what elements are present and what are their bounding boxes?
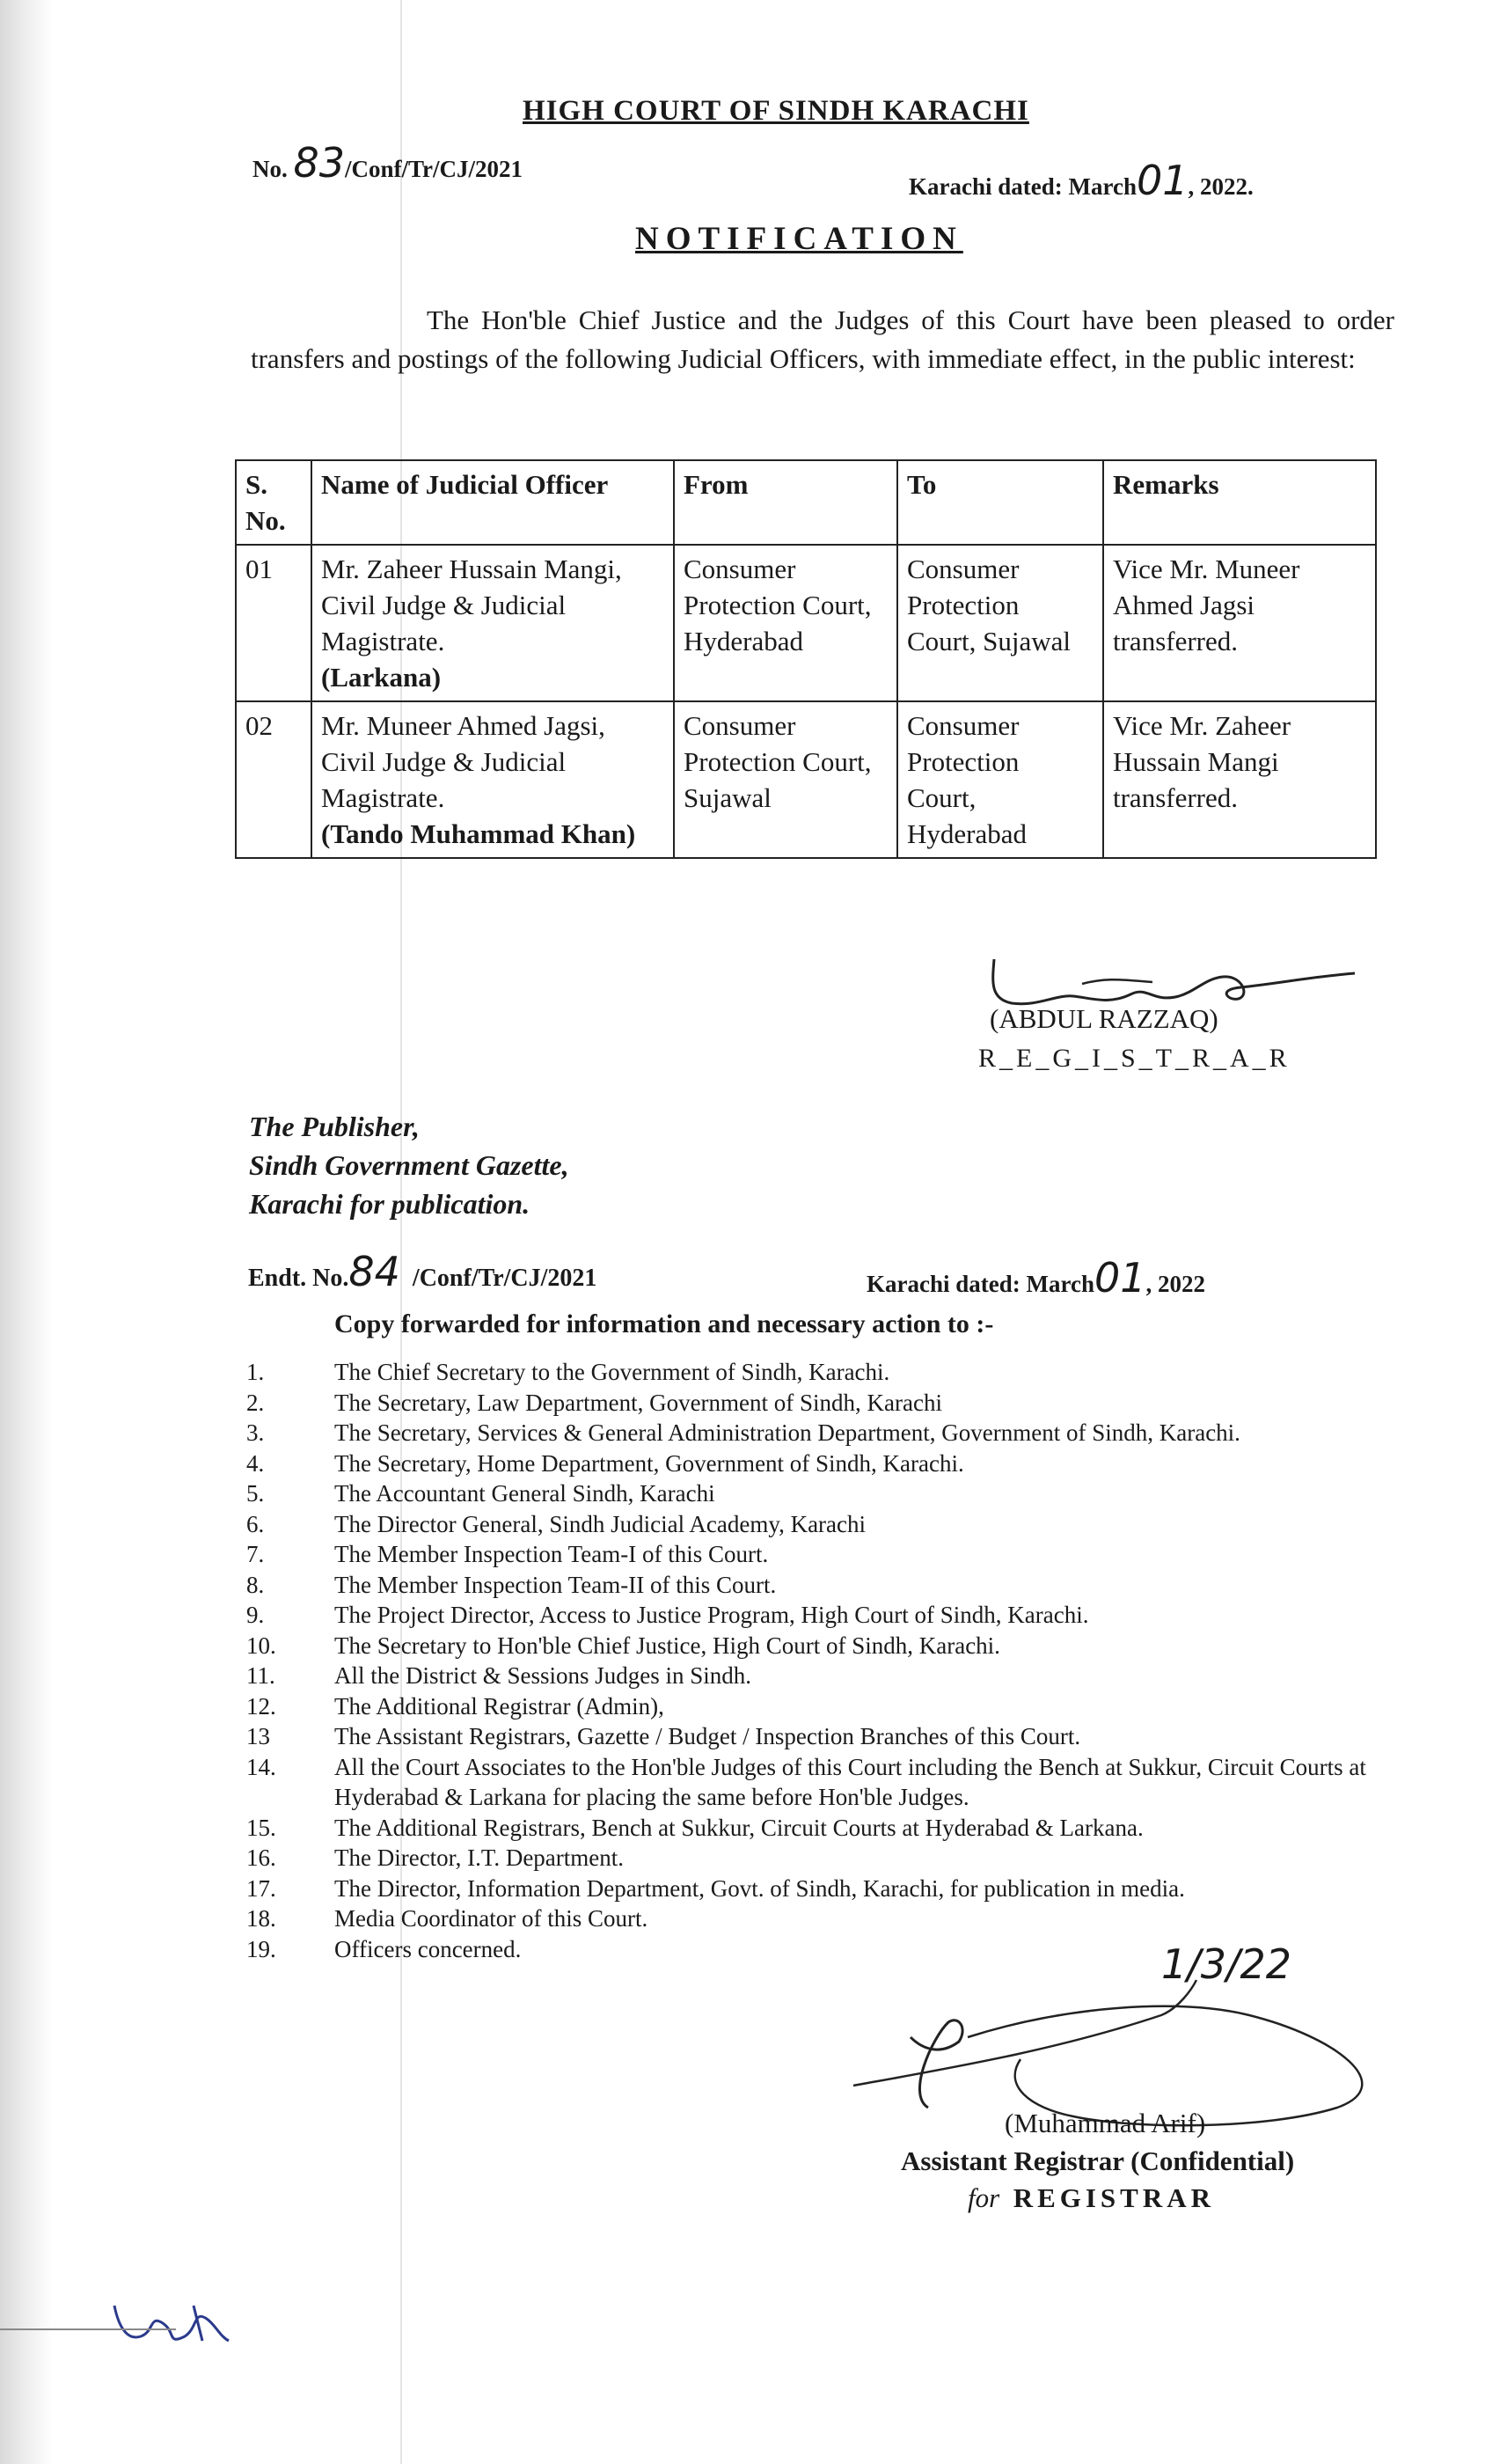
list-item-text: The Director, I.T. Department. [334,1844,625,1871]
endorsement-date [867,1254,1205,1302]
list-item [246,1843,1416,1874]
list-item [246,1509,1416,1540]
list-item-text: The Additional Registrars, Bench at Sukkur, Circuit Courts at Hyderabad & Larkana. [334,1814,1144,1841]
publisher-line: Karachi for publication. [249,1188,530,1220]
scan-artifact-line [0,2328,176,2330]
list-item [246,1752,1416,1813]
cell-from: Consumer Protection Court, Sujawal [674,701,897,858]
registrar-title: R_E_G_I_S_T_R_A_R [978,1044,1291,1073]
table-header-row [236,460,1376,545]
publisher-line: Sindh Government Gazette, [249,1149,569,1181]
list-item-text: The Additional Registrar (Admin), [334,1692,664,1720]
list-item-text: The Secretary, Home Department, Government of Sindh, Karachi. [334,1449,964,1477]
notification-body: The Hon'ble Chief Justice and the Judges of this Court have been pleased to order transfers and postings of the following Judicial Officers, with immediate effect, in the public interest: [251,304,1394,374]
distribution-list [246,1357,1416,1964]
list-item-number: 3. [246,1419,265,1446]
officer-place: (Tando Muhammad Khan) [321,818,636,849]
list-item-number: 16. [246,1844,276,1871]
transfers-table [235,459,1377,859]
list-item [246,1418,1416,1448]
issue-date-prefix: Karachi dated: March [909,173,1137,200]
list-item-number: 17. [246,1874,276,1902]
list-item [246,1478,1416,1509]
list-item-number: 7. [246,1541,265,1567]
list-item [246,1600,1416,1631]
list-item-text: The Member Inspection Team-I of this Court. [334,1541,769,1567]
list-item-number: 2. [246,1389,265,1416]
notification-title: NOTIFICATION [635,221,963,257]
cell-name [311,701,674,858]
header-to: To [897,460,1103,545]
scan-edge-shadow [0,0,53,2464]
header-from: From [674,460,897,545]
endorsement-date-suffix: , 2022 [1145,1271,1206,1297]
list-item [246,1691,1416,1722]
list-item-number: 8. [246,1571,265,1598]
list-item-text: Officers concerned. [334,1935,522,1962]
publisher-address [249,1107,569,1223]
signatory-name: (Muhammad Arif) [1005,2108,1206,2138]
endorsement-number-handwritten: 84 [348,1248,400,1295]
list-item [246,1661,1416,1691]
reference-prefix: No. [252,156,288,182]
publisher-line: The Publisher, [249,1111,420,1142]
list-item-text: The Member Inspection Team-II of this Court. [334,1571,777,1598]
list-item-text: All the Court Associates to the Hon'ble Judges of this Court including the Bench at Sukkur, Circuit Courts at Hyderabad & Larkana for placing the same before Hon'ble Judges. [334,1753,1366,1810]
list-item [246,1448,1416,1479]
list-item-text: The Secretary, Services & General Administration Department, Government of Sindh, Karachi. [334,1419,1240,1446]
list-item-number: 13 [246,1723,270,1749]
table-row [236,701,1376,858]
header-sno: S. No. [236,460,311,545]
cell-sno: 01 [236,545,311,701]
handwritten-signing-date: 1/3/22 [1161,1940,1292,1988]
for-registrar-title: REGISTRAR [1013,2182,1216,2213]
list-item-text: The Assistant Registrars, Gazette / Budget / Inspection Branches of this Court. [334,1723,1081,1749]
for-word: for [968,2182,1000,2213]
cell-to: Consumer Protection Court, Sujawal [897,545,1103,701]
header-name: Name of Judicial Officer [311,460,674,545]
list-item [246,1813,1416,1844]
list-item [246,1721,1416,1752]
list-item [246,1539,1416,1570]
list-item-number: 11. [246,1662,275,1689]
issue-date-suffix: , 2022. [1188,173,1254,200]
list-item [246,1903,1416,1934]
endorsement-date-day-handwritten: 01 [1094,1254,1146,1302]
header-remarks: Remarks [1103,460,1376,545]
list-item-text: The Director General, Sindh Judicial Academy, Karachi [334,1510,867,1537]
list-item-number: 12. [246,1692,276,1720]
handwritten-initials [106,2288,246,2358]
list-item-text: The Director, Information Department, Govt. of Sindh, Karachi, for publication in media. [334,1874,1185,1902]
list-item-text: The Secretary to Hon'ble Chief Justice, High Court of Sindh, Karachi. [334,1632,1000,1659]
issue-date-day-handwritten: 01 [1136,157,1189,204]
list-item-text: The Accountant General Sindh, Karachi [334,1480,715,1507]
cell-remarks: Vice Mr. Muneer Ahmed Jagsi transferred. [1103,545,1376,701]
list-item [246,1388,1416,1419]
list-item-number: 1. [246,1359,265,1385]
list-item-number: 5. [246,1480,265,1507]
list-item-number: 6. [246,1510,265,1537]
list-item-text: The Project Director, Access to Justice Program, High Court of Sindh, Karachi. [334,1602,1089,1628]
reference-number-handwritten: 83 [293,139,346,187]
list-item-text: Media Coordinator of this Court. [334,1905,648,1932]
officer-name: Mr. Zaheer Hussain Mangi, Civil Judge & Judicial Magistrate. [321,554,622,656]
list-item-number: 14. [246,1753,276,1780]
list-item-number: 10. [246,1632,276,1659]
court-title: HIGH COURT OF SINDH KARACHI [523,95,1029,127]
endorsement-date-prefix: Karachi dated: March [867,1271,1094,1297]
issue-date [909,157,1254,204]
endorsement-number [248,1248,596,1295]
list-item-number: 18. [246,1905,276,1932]
registrar-name: (ABDUL RAZZAQ) [990,1003,1218,1034]
list-item-number: 19. [246,1935,276,1962]
list-item [246,1874,1416,1904]
endorsement-prefix: Endt. No. [248,1265,349,1292]
list-item-number: 15. [246,1814,276,1841]
cell-remarks: Vice Mr. Zaheer Hussain Mangi transferred. [1103,701,1376,858]
endorsement-suffix: /Conf/Tr/CJ/2021 [412,1265,597,1292]
reference-suffix: /Conf/Tr/CJ/2021 [345,156,523,182]
list-item-number: 9. [246,1602,265,1628]
list-item-number: 4. [246,1449,265,1477]
list-item-text: All the District & Sessions Judges in Sindh. [334,1662,752,1689]
cell-name [311,545,674,701]
signatory-for-registrar [968,2182,1215,2214]
signatory-title: Assistant Registrar (Confidential) [901,2145,1295,2176]
list-item-text: The Secretary, Law Department, Government of Sindh, Karachi [334,1389,942,1416]
list-item [246,1570,1416,1601]
list-item-text: The Chief Secretary to the Government of Sindh, Karachi. [334,1359,890,1385]
officer-place: (Larkana) [321,662,442,693]
assistant-registrar-signature [845,1954,1408,2130]
officer-name: Mr. Muneer Ahmed Jagsi, Civil Judge & Judicial Magistrate. [321,710,605,813]
cell-to: Consumer Protection Court, Hyderabad [897,701,1103,858]
table-row [236,545,1376,701]
list-item [246,1357,1416,1388]
copy-forwarded-heading: Copy forwarded for information and necessary action to :- [334,1309,994,1338]
reference-number [252,139,523,187]
cell-from: Consumer Protection Court, Hyderabad [674,545,897,701]
list-item [246,1631,1416,1661]
cell-sno: 02 [236,701,311,858]
